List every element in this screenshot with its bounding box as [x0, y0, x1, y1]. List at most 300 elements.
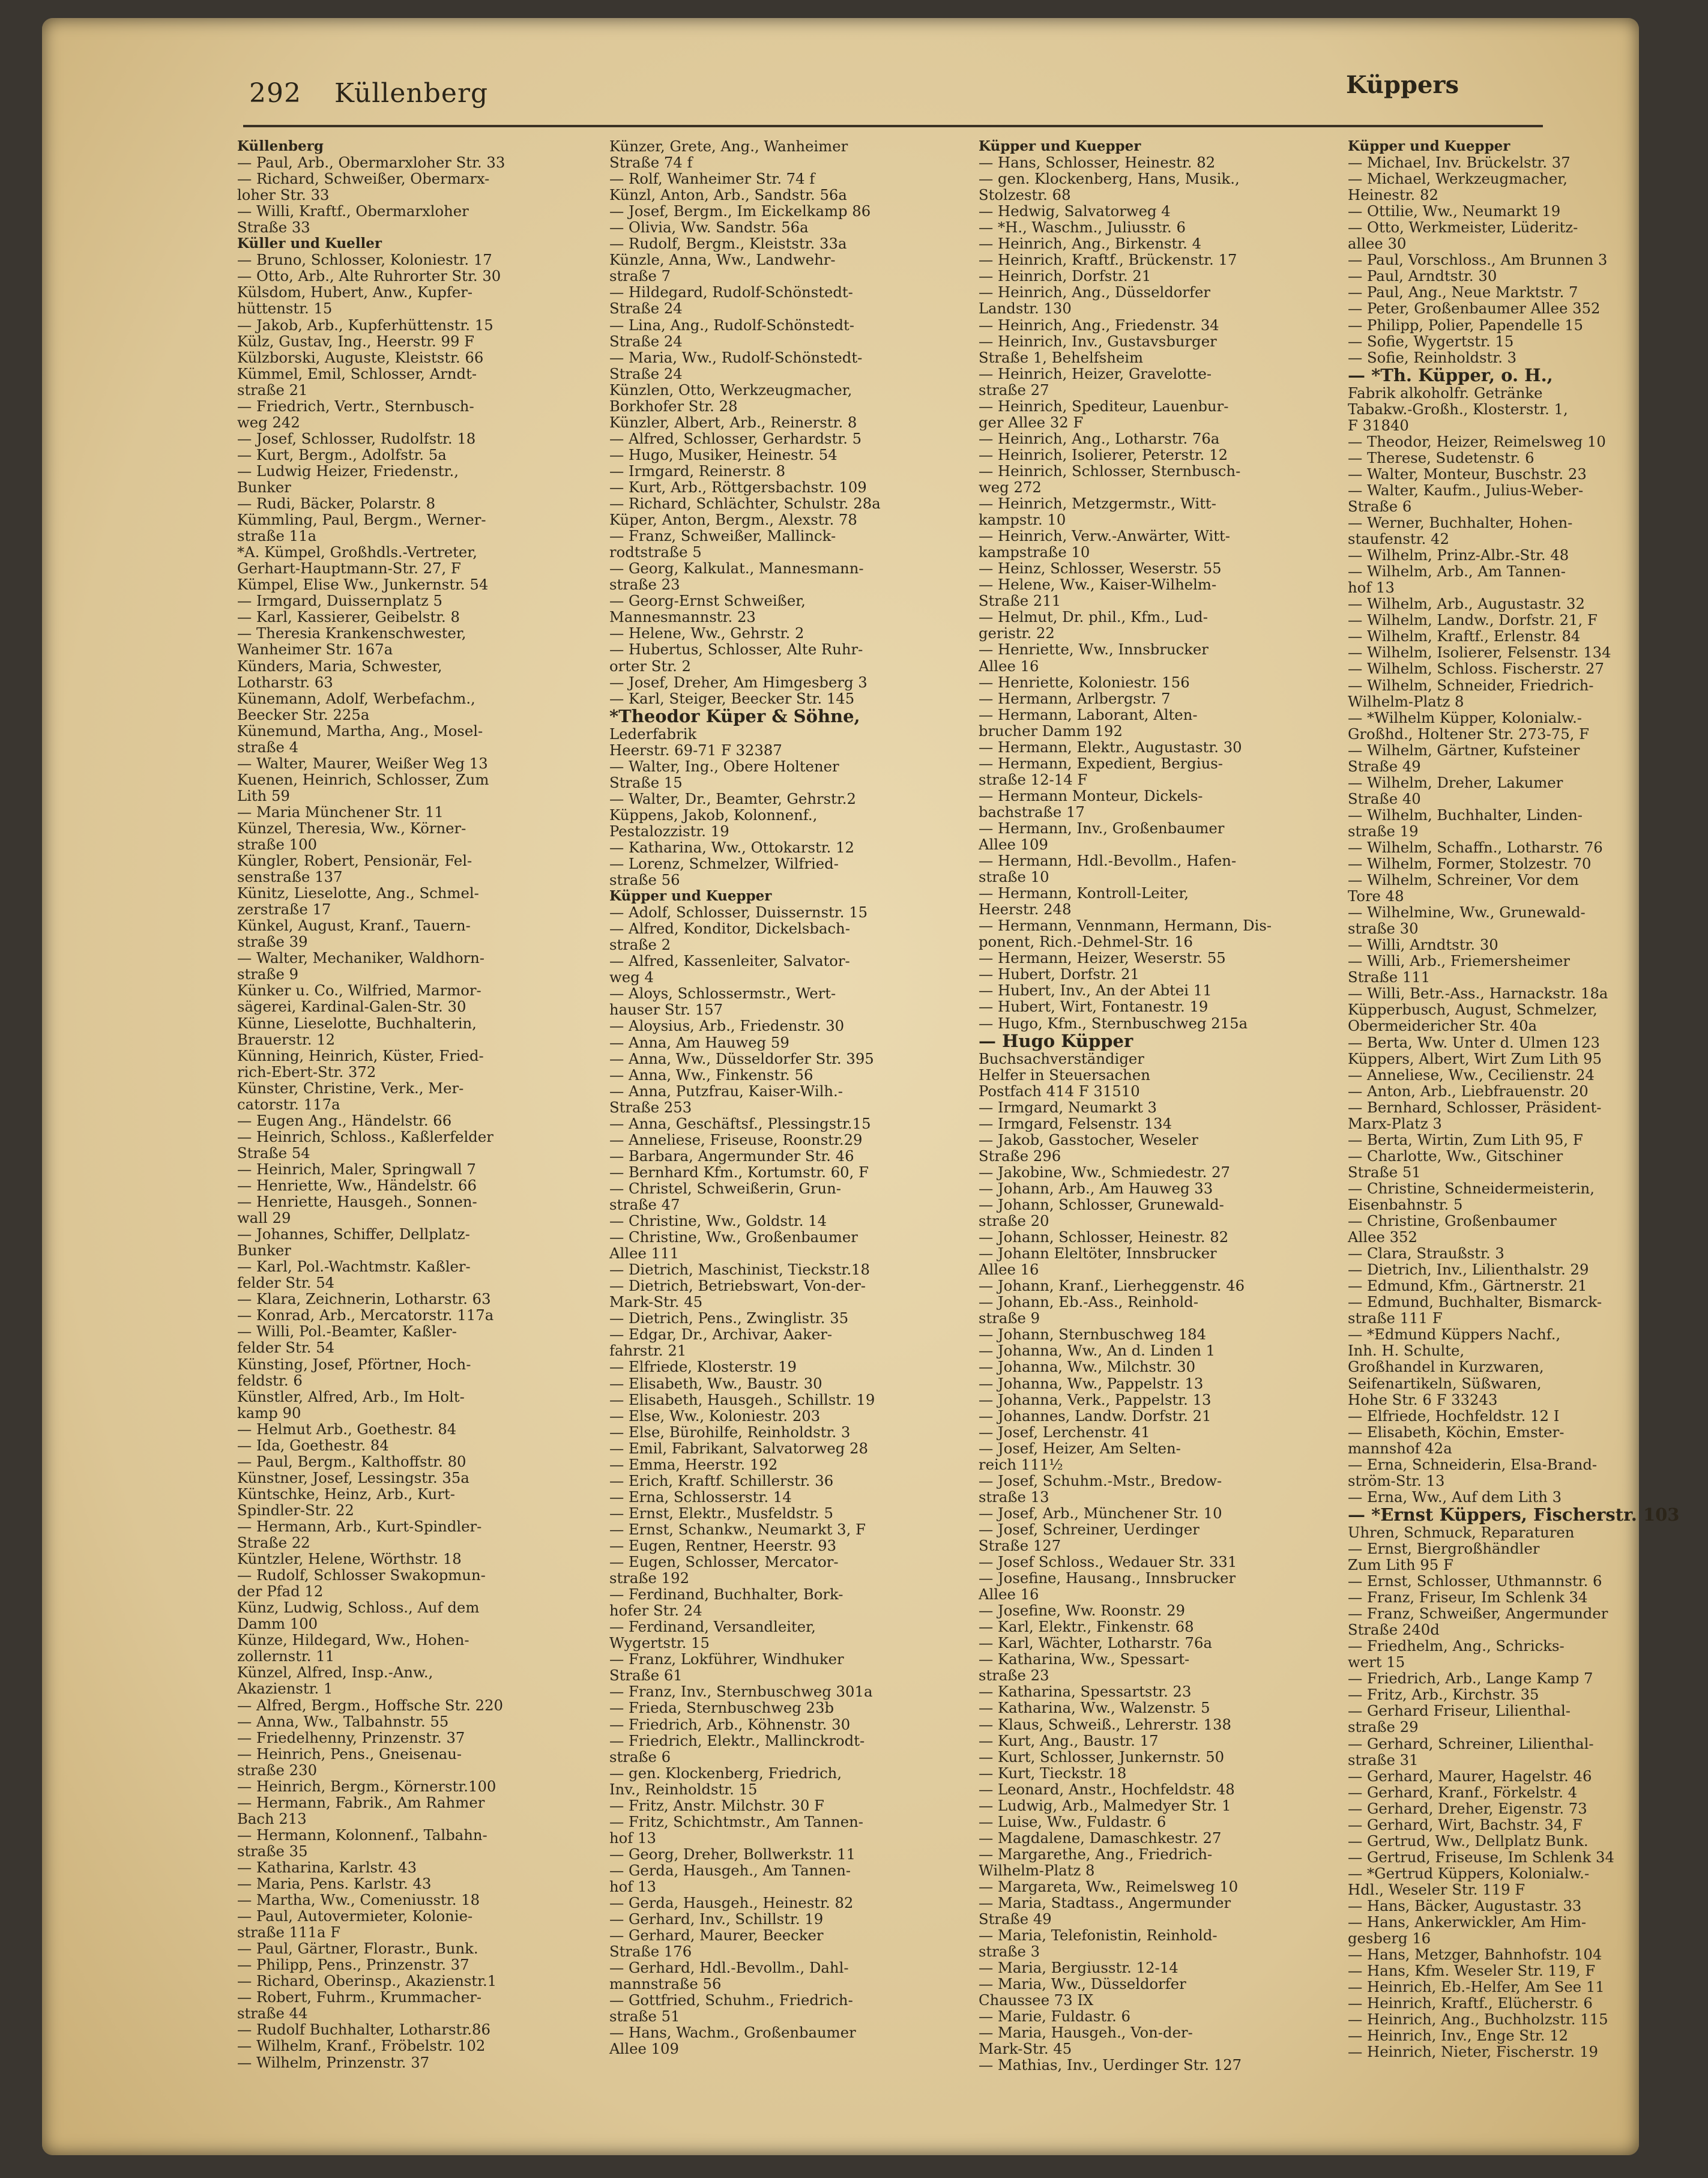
directory-entry: — Wilhelm, Kranf., Fröbelstr. 102 — [237, 2037, 486, 2055]
directory-entry: — Christel, Schweißerin, Grun- — [609, 1179, 841, 1197]
directory-entry: — Gerhard, Schreiner, Lilienthal- — [1348, 1734, 1594, 1752]
directory-entry: — Alfred, Kassenleiter, Salvator- — [609, 952, 850, 970]
directory-entry: — Willi, Kraftf., Obermarxloher — [237, 202, 469, 220]
directory-entry: Künders, Maria, Schwester, — [237, 657, 442, 675]
directory-entry: — Johann, Schlosser, Grunewald- — [979, 1196, 1224, 1213]
column-1 — [237, 138, 587, 2119]
directory-entry: der Pfad 12 — [237, 1582, 324, 1600]
directory-entry: Küpper und Kuepper — [609, 888, 772, 905]
directory-entry: — Heinrich, Spediteur, Lauenbur- — [979, 397, 1229, 415]
directory-entry: — *Ernst Küppers, Fischerstr. 103 — [1348, 1504, 1680, 1525]
directory-entry: Künne, Lieselotte, Buchhalterin, — [237, 1014, 477, 1032]
directory-entry: Allee 109 — [609, 2040, 679, 2058]
directory-entry: wert 15 — [1348, 1653, 1405, 1671]
directory-entry: — Klaus, Schweiß., Lehrerstr. 138 — [979, 1715, 1232, 1733]
directory-entry: — Hermann, Elektr., Augustastr. 30 — [979, 738, 1242, 756]
directory-entry: — Heinrich, Ang., Birkenstr. 4 — [979, 235, 1202, 253]
directory-entry: — Walter, Monteur, Buschstr. 23 — [1348, 465, 1587, 483]
directory-entry: — Fritz, Anstr. Milchstr. 30 F — [609, 1796, 824, 1814]
directory-entry: Allee 16 — [979, 1585, 1039, 1603]
directory-entry: — Maria, Hausgeh., Von-der- — [979, 2024, 1193, 2042]
directory-entry: — Karl, Wächter, Lotharstr. 76a — [979, 1634, 1212, 1652]
directory-entry: — Philipp, Polier, Papendelle 15 — [1348, 316, 1584, 334]
directory-entry: Allee 111 — [609, 1244, 679, 1262]
directory-entry: — Elisabeth, Ww., Baustr. 30 — [609, 1374, 822, 1392]
directory-entry: — Heinrich, Schlosser, Sternbusch- — [979, 462, 1241, 480]
directory-entry: — Henriette, Hausgeh., Sonnen- — [237, 1193, 477, 1211]
directory-entry: Zum Lith 95 F — [1348, 1555, 1453, 1573]
directory-entry: — Ernst, Elektr., Musfeldstr. 5 — [609, 1504, 833, 1522]
directory-entry: — Dietrich, Inv., Lilienthalstr. 29 — [1348, 1261, 1589, 1279]
directory-entry: Küntzler, Helene, Wörthstr. 18 — [237, 1550, 462, 1568]
directory-entry: — Johannes, Landw. Dorfstr. 21 — [979, 1407, 1212, 1425]
directory-entry: Tabakw.-Großh., Klosterstr. 1, — [1348, 400, 1568, 418]
directory-entry: straße 100 — [237, 836, 318, 854]
directory-entry: Mark-Str. 45 — [979, 2040, 1072, 2058]
directory-entry: — Jakobine, Ww., Schmiedestr. 27 — [979, 1163, 1231, 1181]
directory-entry: — Hubert, Inv., An der Abtei 11 — [979, 982, 1212, 1000]
directory-entry: — Leonard, Anstr., Hochfeldstr. 48 — [979, 1780, 1235, 1798]
directory-page — [42, 18, 1680, 2155]
directory-entry: Großhandel in Kurzwaren, — [1348, 1358, 1544, 1376]
directory-entry: — Erna, Schlosserstr. 14 — [609, 1488, 792, 1506]
directory-entry: — Kurt, Arb., Röttgersbachstr. 109 — [609, 478, 867, 496]
directory-entry: Künzle, Anna, Ww., Landwehr- — [609, 251, 836, 269]
directory-entry: zerstraße 17 — [237, 900, 331, 919]
directory-entry: feldstr. 6 — [237, 1371, 303, 1389]
directory-entry: — Edgar, Dr., Archivar, Aaker- — [609, 1326, 833, 1344]
directory-entry: Allee 16 — [979, 657, 1039, 675]
directory-entry: Heerstr. 248 — [979, 900, 1072, 919]
directory-entry: — Bernhard Kfm., Kortumstr. 60, F — [609, 1163, 869, 1181]
directory-entry: — Paul, Arb., Obermarxloher Str. 33 — [237, 154, 505, 172]
directory-entry: Wygertstr. 15 — [609, 1634, 710, 1652]
directory-entry: straße 2 — [609, 936, 671, 954]
directory-entry: — Heinrich, Inv., Gustavsburger — [979, 332, 1217, 350]
directory-entry: Wilhelm-Platz 8 — [979, 1861, 1095, 1879]
directory-entry: — Peter, Großenbaumer Allee 352 — [1348, 300, 1601, 318]
directory-entry: — Heinrich, Schloss., Kaßlerfelder — [237, 1127, 493, 1145]
directory-entry: kamp 90 — [237, 1404, 301, 1422]
directory-entry: hauser Str. 157 — [609, 1001, 723, 1019]
directory-entry: — Wilhelm, Arb., Am Tannen- — [1348, 563, 1566, 581]
directory-entry: — Clara, Straußstr. 3 — [1348, 1244, 1504, 1262]
directory-entry: straße 6 — [609, 1748, 671, 1766]
directory-entry: F 31840 — [1348, 416, 1409, 434]
directory-entry: Inv., Reinholdstr. 15 — [609, 1780, 758, 1798]
directory-entry: — Johann, Kranf., Lierheggenstr. 46 — [979, 1277, 1245, 1295]
directory-entry: Allee 109 — [979, 836, 1048, 854]
directory-entry: Straße 296 — [979, 1147, 1061, 1165]
directory-entry: — Maria Münchener Str. 11 — [237, 803, 444, 821]
directory-entry: straße 4 — [237, 738, 299, 756]
directory-entry: — Wilhelm, Buchhalter, Linden- — [1348, 806, 1583, 824]
directory-entry: — Hans, Kfm. Weseler Str. 119, F — [1348, 1962, 1596, 1980]
directory-entry: ponent, Rich.-Dehmel-Str. 16 — [979, 933, 1193, 951]
directory-entry: — Maria, Pens. Karlstr. 43 — [237, 1875, 432, 1893]
directory-entry: — Paul, Vorschloss., Am Brunnen 3 — [1348, 251, 1608, 269]
directory-entry: — Heinz, Schlosser, Weserstr. 55 — [979, 560, 1222, 578]
directory-entry: — Emil, Fabrikant, Salvatorweg 28 — [609, 1439, 868, 1457]
directory-entry: zollernstr. 11 — [237, 1647, 335, 1665]
directory-entry: — Katharina, Spessartstr. 23 — [979, 1683, 1192, 1701]
directory-entry: — Maria, Bergiusstr. 12-14 — [979, 1959, 1178, 1977]
directory-entry: straße 11a — [237, 527, 317, 545]
directory-entry: Straße 61 — [609, 1667, 683, 1685]
directory-entry: Küllenberg — [237, 138, 324, 154]
left-running-title: Küllenberg — [334, 78, 489, 109]
directory-entry: — Helmut Arb., Goethestr. 84 — [237, 1420, 457, 1438]
directory-entry: hof 13 — [1348, 579, 1395, 597]
directory-entry: — Josefine, Ww. Roonstr. 29 — [979, 1602, 1185, 1620]
directory-entry: — gen. Klockenberg, Friedrich, — [609, 1764, 842, 1782]
directory-entry: — Christine, Großenbaumer — [1348, 1212, 1557, 1230]
directory-entry: Kümmling, Paul, Bergm., Werner- — [237, 511, 486, 529]
directory-entry: — Elfriede, Klosterstr. 19 — [609, 1358, 797, 1376]
directory-entry: — Karl, Steiger, Beecker Str. 145 — [609, 689, 855, 707]
directory-entry: bachstraße 17 — [979, 803, 1085, 821]
directory-entry: — Eugen Ang., Händelstr. 66 — [237, 1111, 452, 1129]
directory-entry: Gerhart-Hauptmann-Str. 27, F — [237, 560, 461, 578]
directory-entry: — Maria, Stadtass., Angermunder — [979, 1894, 1231, 1912]
directory-entry: — Eugen, Rentner, Heerstr. 93 — [609, 1536, 837, 1554]
directory-entry: — Elfriede, Hochfeldstr. 12 I — [1348, 1407, 1560, 1425]
directory-entry: — Jakob, Arb., Kupferhüttenstr. 15 — [237, 316, 493, 334]
directory-entry: — Hermann, Fabrik., Am Rahmer — [237, 1793, 485, 1811]
directory-entry: Hdl., Weseler Str. 119 F — [1348, 1880, 1525, 1898]
directory-entry: — Ludwig Heizer, Friedenstr., — [237, 462, 459, 480]
directory-entry: Großhd., Holtener Str. 273-75, F — [1348, 725, 1589, 743]
directory-entry: — Wilhelm, Arb., Augustastr. 32 — [1348, 595, 1585, 613]
directory-entry: — Theresia Krankenschwester, — [237, 624, 466, 642]
directory-entry: — Katharina, Ww., Spessart- — [979, 1650, 1190, 1668]
directory-entry: Külz, Gustav, Ing., Heerstr. 99 F — [237, 332, 475, 350]
directory-entry: — Else, Bürohilfe, Reinholdstr. 3 — [609, 1423, 851, 1441]
directory-entry: hof 13 — [609, 1829, 656, 1847]
directory-entry: — *H., Waschm., Juliusstr. 6 — [979, 219, 1186, 237]
directory-entry: — Franz, Schweißer, Mallinck- — [609, 527, 836, 545]
directory-entry: Lederfabrik — [609, 725, 697, 743]
directory-entry: — Edmund, Kfm., Gärtnerstr. 21 — [1348, 1277, 1587, 1295]
directory-entry: orter Str. 2 — [609, 657, 691, 675]
directory-entry: — Heinrich, Metzgermstr., Witt- — [979, 495, 1216, 513]
directory-entry: — Margarethe, Ang., Friedrich- — [979, 1845, 1213, 1863]
directory-entry: — Eugen, Schlosser, Mercator- — [609, 1553, 839, 1571]
directory-entry: — Josef, Lerchenstr. 41 — [979, 1423, 1150, 1441]
directory-entry: — Ottilie, Ww., Neumarkt 19 — [1348, 202, 1561, 220]
directory-entry: — Hermann, Kolonnenf., Talbahn- — [237, 1826, 487, 1844]
directory-entry: straße 19 — [1348, 822, 1419, 840]
directory-entry: Stolzestr. 68 — [979, 186, 1071, 204]
directory-entry: Straße 74 f — [609, 154, 693, 172]
directory-entry: — Bernhard, Schlosser, Präsident- — [1348, 1098, 1602, 1116]
directory-entry: Küpperbusch, August, Schmelzer, — [1348, 1001, 1598, 1019]
directory-entry: — Fritz, Arb., Kirchstr. 35 — [1348, 1686, 1539, 1704]
directory-entry: Künzel, Theresia, Ww., Körner- — [237, 819, 466, 837]
directory-entry: — *Th. Küpper, o. H., — [1348, 364, 1553, 385]
directory-entry: Künzlen, Otto, Werkzeugmacher, — [609, 381, 852, 399]
directory-entry: Künzel, Alfred, Insp.-Anw., — [237, 1664, 433, 1682]
directory-entry: senstraße 137 — [237, 868, 343, 886]
directory-entry: Straße 127 — [979, 1536, 1061, 1554]
directory-entry: — Hugo, Kfm., Sternbuschweg 215a — [979, 1014, 1248, 1032]
directory-entry: — Willi, Arb., Friemersheimer — [1348, 952, 1570, 970]
directory-entry: — Helene, Ww., Gehrstr. 2 — [609, 624, 804, 642]
directory-entry: — Hubertus, Schlosser, Alte Ruhr- — [609, 641, 863, 659]
directory-entry: Straße 176 — [609, 1943, 692, 1961]
directory-entry: — Katharina, Ww., Walzenstr. 5 — [979, 1699, 1210, 1717]
directory-entry: straße 47 — [609, 1196, 680, 1213]
directory-entry: Künemund, Martha, Ang., Mosel- — [237, 722, 483, 740]
directory-entry: — Friedrich, Elektr., Mallinckrodt- — [609, 1731, 865, 1749]
directory-entry: — Sofie, Reinholdstr. 3 — [1348, 348, 1517, 366]
directory-entry: Künitz, Lieselotte, Ang., Schmel- — [237, 884, 479, 902]
directory-entry: Uhren, Schmuck, Reparaturen — [1348, 1523, 1575, 1541]
directory-entry: — Richard, Schlächter, Schulstr. 28a — [609, 495, 881, 513]
directory-entry: — Ferdinand, Buchhalter, Bork- — [609, 1585, 843, 1603]
directory-entry: Spindler-Str. 22 — [237, 1501, 354, 1519]
directory-entry: — Werner, Buchhalter, Hohen- — [1348, 514, 1573, 532]
directory-entry: Künzl, Anton, Arb., Sandstr. 56a — [609, 186, 847, 204]
directory-entry: — Hans, Ankerwickler, Am Him- — [1348, 1913, 1587, 1931]
directory-entry: — Rudi, Bäcker, Polarstr. 8 — [237, 495, 436, 513]
directory-entry: — Hermann, Kontroll-Leiter, — [979, 884, 1189, 902]
directory-entry: — Johanna, Ww., An d. Linden 1 — [979, 1342, 1216, 1360]
directory-entry: allee 30 — [1348, 235, 1407, 253]
directory-entry: Borkhofer Str. 28 — [609, 397, 738, 415]
directory-entry: — Anneliese, Friseuse, Roonstr.29 — [609, 1130, 863, 1148]
directory-entry: — Heinrich, Heizer, Gravelotte- — [979, 364, 1212, 382]
directory-entry: — Rolf, Wanheimer Str. 74 f — [609, 170, 815, 188]
directory-entry: — Johanna, Verk., Pappelstr. 13 — [979, 1390, 1212, 1408]
directory-entry: Straße 51 — [1348, 1163, 1421, 1181]
directory-entry: — Hans, Metzger, Bahnhofstr. 104 — [1348, 1946, 1602, 1964]
directory-entry: — Josef Schloss., Wedauer Str. 331 — [979, 1553, 1237, 1571]
directory-entry: Heinestr. 82 — [1348, 186, 1438, 204]
directory-entry: Tore 48 — [1348, 887, 1404, 905]
directory-entry: Hohe Str. 6 F 33243 — [1348, 1390, 1498, 1408]
directory-entry: — Otto, Arb., Alte Ruhrorter Str. 30 — [237, 267, 501, 285]
directory-entry: — Edmund, Buchhalter, Bismarck- — [1348, 1293, 1602, 1311]
directory-entry: Allee 16 — [979, 1261, 1039, 1279]
directory-entry: Künz, Ludwig, Schloss., Auf dem — [237, 1599, 480, 1617]
directory-entry: Helfer in Steuersachen — [979, 1066, 1150, 1084]
directory-entry: — Gerhard, Maurer, Beecker — [609, 1926, 824, 1944]
directory-entry: Straße 49 — [1348, 757, 1421, 775]
directory-entry: — Otto, Werkmeister, Lüderitz- — [1348, 219, 1578, 237]
directory-entry: Straße 6 — [1348, 497, 1412, 515]
directory-entry: kampstraße 10 — [979, 543, 1090, 561]
directory-entry: Kümpel, Elise Ww., Junkernstr. 54 — [237, 576, 489, 594]
directory-entry: Lotharstr. 63 — [237, 673, 333, 691]
directory-entry: staufenstr. 42 — [1348, 530, 1449, 548]
directory-entry: — Berta, Ww. Unter d. Ulmen 123 — [1348, 1033, 1600, 1051]
directory-entry: Künzer, Grete, Ang., Wanheimer — [609, 137, 848, 155]
directory-entry: — Dietrich, Maschinist, Tieckstr.18 — [609, 1261, 870, 1279]
directory-entry: — Hildegard, Rudolf-Schönstedt- — [609, 283, 853, 301]
directory-entry: straße 51 — [609, 2008, 680, 2026]
directory-entry: Mark-Str. 45 — [609, 1293, 703, 1311]
directory-entry: — Richard, Oberinsp., Akazienstr.1 — [237, 1972, 497, 1990]
directory-entry: — gen. Klockenberg, Hans, Musik., — [979, 170, 1240, 188]
directory-entry: — Helmut, Dr. phil., Kfm., Lud- — [979, 608, 1208, 626]
directory-entry: — Heinrich, Kraftf., Brückenstr. 17 — [979, 251, 1237, 269]
directory-entry: straße 230 — [237, 1761, 318, 1779]
directory-entry: — Frieda, Sternbuschweg 23b — [609, 1699, 834, 1717]
directory-entry: — Heinrich, Pens., Gneisenau- — [237, 1745, 462, 1763]
directory-entry: — Johann, Schlosser, Heinestr. 82 — [979, 1228, 1229, 1246]
directory-entry: straße 7 — [609, 267, 671, 285]
directory-entry: Künker u. Co., Wilfried, Marmor- — [237, 982, 481, 1000]
directory-entry: — Wilhelm, Prinzenstr. 37 — [237, 2053, 430, 2071]
directory-entry: — Anna, Am Hauweg 59 — [609, 1033, 789, 1051]
directory-entry: — Aloysius, Arb., Friedenstr. 30 — [609, 1017, 845, 1035]
directory-entry: — Sofie, Wygertstr. 15 — [1348, 332, 1514, 350]
directory-entry: — Alfred, Schlosser, Gerhardstr. 5 — [609, 429, 862, 447]
directory-entry: *A. Kümpel, Großhdls.-Vertreter, — [237, 543, 477, 561]
directory-entry: — Paul, Bergm., Kalthoffstr. 80 — [237, 1452, 466, 1470]
directory-entry: — Hubert, Dorfstr. 21 — [979, 965, 1139, 983]
directory-entry: hof 13 — [609, 1877, 656, 1895]
directory-entry: Künster, Christine, Verk., Mer- — [237, 1079, 464, 1097]
directory-entry: — Lina, Ang., Rudolf-Schönstedt- — [609, 316, 854, 334]
directory-entry: — Wilhelm, Former, Stolzestr. 70 — [1348, 855, 1592, 873]
directory-entry: Straße 211 — [979, 592, 1061, 610]
directory-entry: — Hermann, Inv., Großenbaumer — [979, 819, 1225, 837]
directory-entry: — Heinrich, Ang., Buchholzstr. 115 — [1348, 2011, 1608, 2029]
directory-entry: ström-Str. 13 — [1348, 1471, 1445, 1489]
directory-entry: — Heinrich, Inv., Enge Str. 12 — [1348, 2027, 1569, 2045]
directory-entry: — Ernst, Schankw., Neumarkt 3, F — [609, 1520, 866, 1538]
directory-entry: — Ernst, Biergroßhändler — [1348, 1539, 1540, 1557]
directory-entry: — Henriette, Ww., Händelstr. 66 — [237, 1177, 477, 1194]
directory-entry: — Friedrich, Arb., Köhnenstr. 30 — [609, 1715, 851, 1733]
directory-entry: — Irmgard, Duissernplatz 5 — [237, 592, 442, 610]
directory-entry: — Hedwig, Salvatorweg 4 — [979, 202, 1171, 220]
directory-entry: — Heinrich, Isolierer, Peterstr. 12 — [979, 445, 1228, 463]
directory-entry: — Katharina, Karlstr. 43 — [237, 1858, 417, 1876]
directory-entry: — Fritz, Schichtmstr., Am Tannen- — [609, 1812, 864, 1830]
page-header-left — [249, 78, 488, 109]
directory-entry: Küngler, Robert, Pensionär, Fel- — [237, 852, 472, 870]
directory-entry: — Walter, Mechaniker, Waldhorn- — [237, 949, 485, 967]
directory-entry: — Georg, Dreher, Bollwerkstr. 11 — [609, 1845, 856, 1863]
directory-entry: — Gerhard, Dreher, Eigenstr. 73 — [1348, 1799, 1587, 1817]
directory-entry: Marx-Platz 3 — [1348, 1114, 1442, 1132]
directory-entry: Straße 111 — [1348, 968, 1431, 986]
directory-entry: Küller und Kueller — [237, 235, 382, 252]
directory-entry: — Heinrich, Eb.-Helfer, Am See 11 — [1348, 1978, 1605, 1996]
directory-entry: Künstner, Josef, Lessingstr. 35a — [237, 1468, 469, 1486]
directory-entry: Küper, Anton, Bergm., Alexstr. 78 — [609, 511, 857, 529]
directory-entry: — Heinrich, Verw.-Anwärter, Witt- — [979, 527, 1230, 545]
directory-entry: Künstler, Alfred, Arb., Im Holt- — [237, 1387, 465, 1405]
directory-entry: — Anna, Putzfrau, Kaiser-Wilh.- — [609, 1082, 843, 1100]
directory-entry: — Wilhelm, Gärtner, Kufsteiner — [1348, 741, 1580, 759]
directory-entry: — Paul, Arndtstr. 30 — [1348, 267, 1497, 285]
directory-entry: — Franz, Friseur, Im Schlenk 34 — [1348, 1588, 1588, 1606]
directory-entry: Bunker — [237, 478, 291, 496]
directory-entry: Buchsachverständiger — [979, 1049, 1144, 1067]
directory-entry: Postfach 414 F 31510 — [979, 1082, 1140, 1100]
directory-entry: Künsting, Josef, Pförtner, Hoch- — [237, 1355, 471, 1373]
directory-entry: Kümmel, Emil, Schlosser, Arndt- — [237, 364, 477, 382]
directory-entry: — Martha, Ww., Comeniusstr. 18 — [237, 1891, 480, 1909]
directory-entry: straße 35 — [237, 1842, 308, 1860]
directory-entry: — Josef, Heizer, Am Selten- — [979, 1439, 1181, 1457]
directory-entry: — Ferdinand, Versandleiter, — [609, 1618, 816, 1636]
directory-entry: mannstraße 56 — [609, 1975, 722, 1993]
directory-entry: — Willi, Betr.-Ass., Harnackstr. 18a — [1348, 985, 1608, 1003]
directory-entry: felder Str. 54 — [237, 1339, 335, 1357]
directory-entry: — Hermann, Expedient, Bergius- — [979, 754, 1223, 772]
directory-entry: Brauerstr. 12 — [237, 1030, 336, 1048]
directory-entry: Chaussee 73 IX — [979, 1991, 1094, 2009]
directory-entry: — Friedelhenny, Prinzenstr. 37 — [237, 1728, 465, 1746]
directory-entry: straße 31 — [1348, 1751, 1419, 1769]
directory-entry: — Georg, Kalkulat., Mannesmann- — [609, 560, 864, 578]
directory-entry: — Henriette, Koloniestr. 156 — [979, 673, 1190, 691]
directory-entry: — Else, Ww., Koloniestr. 203 — [609, 1407, 821, 1425]
directory-entry: — Johanna, Ww., Pappelstr. 13 — [979, 1374, 1204, 1392]
directory-entry: — Michael, Inv. Brückelstr. 37 — [1348, 154, 1571, 172]
directory-entry: Straße 24 — [609, 300, 683, 318]
directory-entry: — Erna, Schneiderin, Elsa-Brand- — [1348, 1455, 1598, 1473]
directory-entry: — Paul, Ang., Neue Marktstr. 7 — [1348, 283, 1578, 301]
directory-entry: straße 9 — [237, 965, 299, 983]
directory-entry: — Gerda, Hausgeh., Heinestr. 82 — [609, 1894, 854, 1912]
directory-entry: Külsdom, Hubert, Anw., Kupfer- — [237, 283, 473, 301]
directory-entry: Lith 59 — [237, 786, 290, 804]
directory-entry: Straße 240d — [1348, 1621, 1440, 1639]
directory-entry: — Wilhelm, Kraftf., Erlenstr. 84 — [1348, 627, 1581, 645]
directory-entry: — Heinrich, Nieter, Fischerstr. 19 — [1348, 2043, 1598, 2061]
directory-entry: loher Str. 33 — [237, 186, 330, 204]
directory-entry: — Wilhelmine, Ww., Grunewald- — [1348, 903, 1586, 922]
directory-entry: — Hermann, Heizer, Weserstr. 55 — [979, 949, 1226, 967]
directory-entry: — Klara, Zeichnerin, Lotharstr. 63 — [237, 1290, 491, 1308]
directory-entry: — Gerhard, Maurer, Hagelstr. 46 — [1348, 1767, 1592, 1785]
page-number: 292 — [249, 78, 301, 109]
directory-entry: — Rudolf, Schlosser Swakopmun- — [237, 1566, 486, 1584]
directory-entry: — Wilhelm, Isolierer, Felsenstr. 134 — [1348, 644, 1611, 662]
directory-entry: — Robert, Fuhrm., Krummacher- — [237, 1988, 482, 2006]
directory-entry: — Hermann, Laborant, Alten- — [979, 705, 1198, 723]
directory-entry: — Hermann Monteur, Dickels- — [979, 786, 1203, 804]
directory-entry: — Heinrich, Ang., Düsseldorfer — [979, 283, 1211, 301]
directory-entry: — Konrad, Arb., Mercatorstr. 117a — [237, 1306, 494, 1324]
directory-entry: — Wilhelm, Schaffn., Lotharstr. 76 — [1348, 838, 1603, 856]
directory-entry: — Josef, Schlosser, Rudolfstr. 18 — [237, 429, 476, 447]
directory-entry: — Josef, Schuhm.-Mstr., Bredow- — [979, 1471, 1222, 1489]
directory-entry: hüttenstr. 15 — [237, 300, 333, 318]
directory-entry: Landstr. 130 — [979, 300, 1072, 318]
directory-entry: — *Edmund Küppers Nachf., — [1348, 1326, 1561, 1344]
directory-entry: — Elisabeth, Hausgeh., Schillstr. 19 — [609, 1390, 875, 1408]
directory-entry: — Karl, Pol.-Wachtmstr. Kaßler- — [237, 1258, 471, 1276]
directory-entry: — Hermann, Arlbergstr. 7 — [979, 689, 1171, 707]
directory-entry: — Willi, Arndtstr. 30 — [1348, 936, 1498, 954]
directory-entry: Straße 54 — [237, 1144, 310, 1162]
directory-entry: — Irmgard, Neumarkt 3 — [979, 1098, 1157, 1116]
directory-entry: Straße 40 — [1348, 789, 1421, 807]
right-running-title: Küppers — [1346, 71, 1459, 99]
column-4 — [1348, 138, 1708, 2119]
directory-entry: — Henriette, Ww., Innsbrucker — [979, 641, 1209, 659]
directory-entry: Külzborski, Auguste, Kleiststr. 66 — [237, 348, 484, 366]
directory-entry: — Gerhard, Wirt, Bachstr. 34, F — [1348, 1815, 1583, 1833]
directory-entry: Wanheimer Str. 167a — [237, 641, 393, 659]
